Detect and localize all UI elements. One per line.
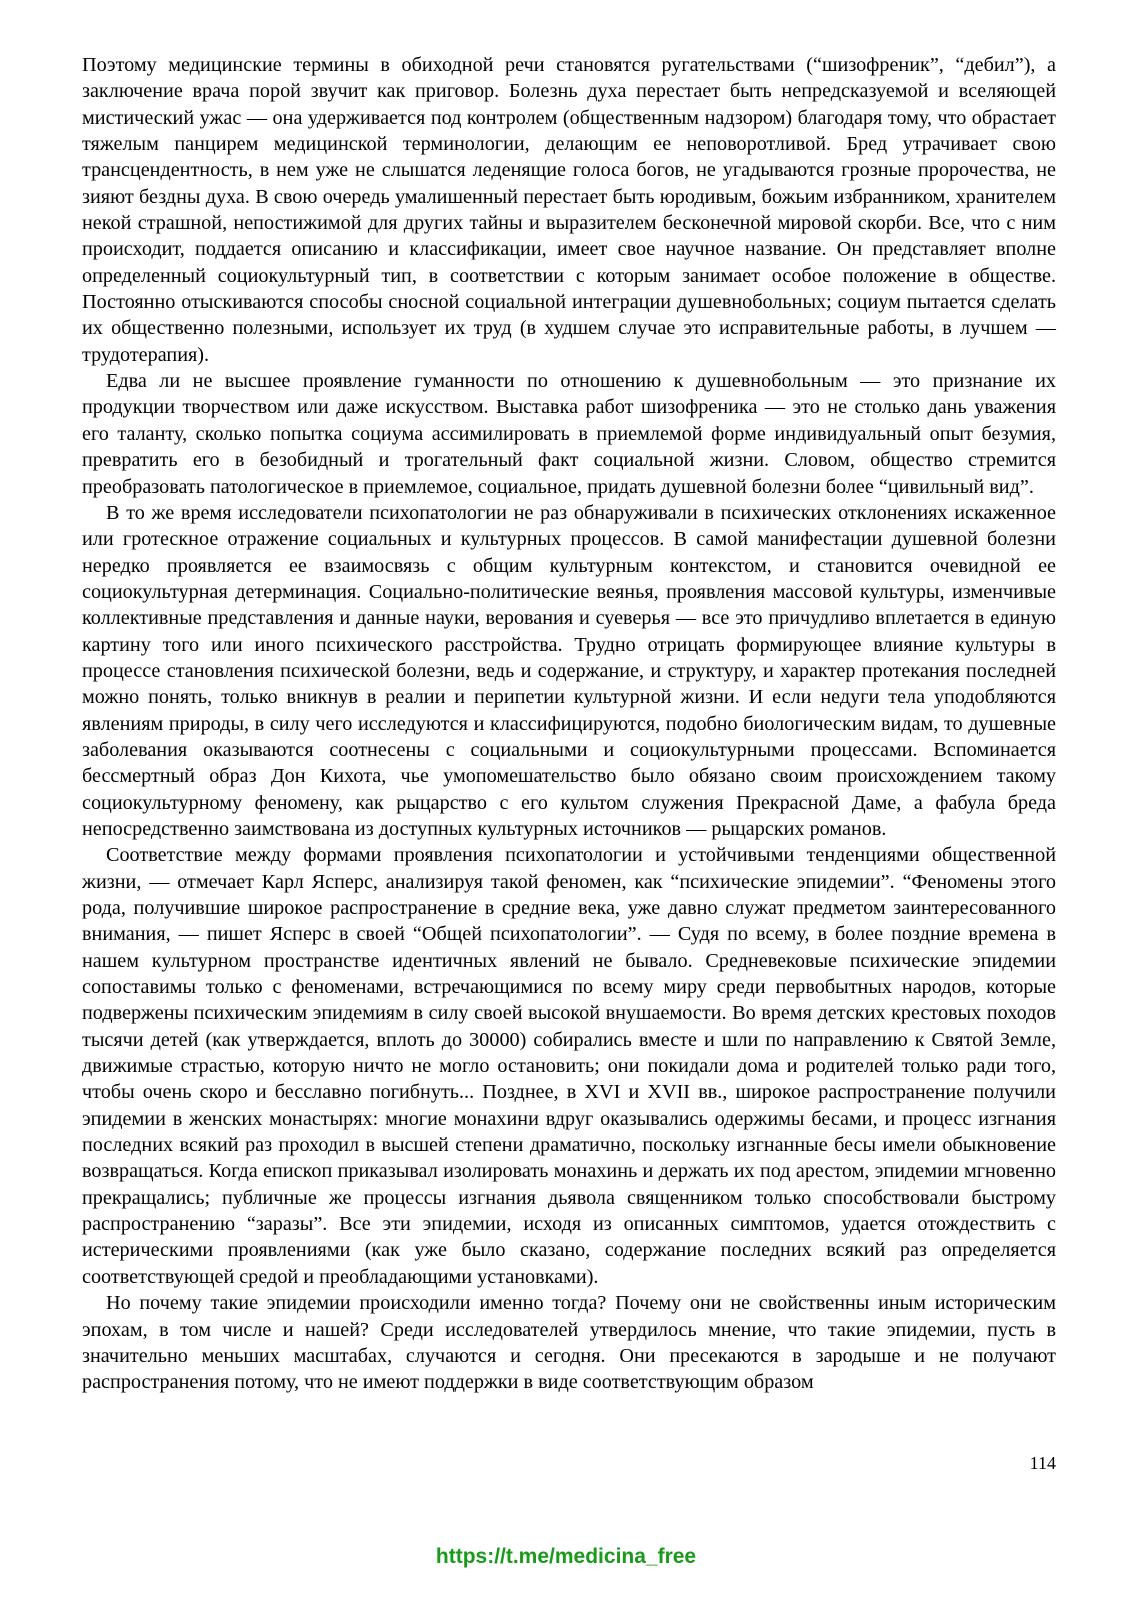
page-number: 114 [1029, 1453, 1056, 1473]
footer-telegram-link[interactable]: https://t.me/medicina_free [435, 1545, 697, 1568]
paragraph-3: В то же время исследователи психопатологии не раз обнаруживали в психических отклонениях искаженное или гротескное отражение социальных и культурных процессов. В самой манифестации душевной болезни нередко проявляется ее взаимосвязь с общим культурным контекстом, и становится очевидной ее социокультурная детерминация. Социально-политические веянья, проявления массовой культуры, изменчивые коллективные представления и данные науки, верования и суеверья — все это причудливо вплетается в единую картину того или иного психического расстройства. Трудно отрицать формирующее влияние культуры в процессе становления психической болезни, ведь и содержание, и структуру, и характер протекания последней можно понять, только вникнув в реалии и перипетии культурной жизни. И если недуги тела уподобляются явлениям природы, в силу чего исследуются и классифицируются, подобно биологическим видам, то душевные заболевания оказываются соотнесены с социальными и социокультурными процессами. Вспоминается бессмертный образ Дон Кихота, чье умопомешательство было обязано своим происхождением такому социокультурному феномену, как рыцарство с его культом служения Прекрасной Даме, а фабула бреда непосредственно заимствована из доступных культурных источников — рыцарских романов. [82, 501, 1056, 840]
body-text [82, 52, 1056, 1396]
paragraph-2: Едва ли не высшее проявление гуманности по отношению к душевнобольным — это признание их продукции творчеством или даже искусством. Выставка работ шизофреника — это не столько дань уважения его таланту, сколько попытка социума ассимилировать в приемлемой форме индивидуальный опыт безумия, превратить его в безобидный и трогательный факт социальной жизни. Словом, общество стремится преобразовать патологическое в приемлемое, социальное, придать душевной болезни более “цивильный вид”. [82, 370, 1056, 498]
document-page [82, 52, 1056, 1552]
paragraph-5: Но почему такие эпидемии происходили именно тогда? Почему они не свойственны иным историческим эпохам, в том числе и нашей? Среди исследователей утвердилось мнение, что такие эпидемии, пусть в значительно меньших масштабах, случаются и сегодня. Они пресекаются в зародыше и не получают распространения потому, что не имеют поддержки в виде соответствующим образом [82, 1292, 1056, 1394]
paragraph-1: Поэтому медицинские термины в обиходной речи становятся ругательствами (“шизофреник”, “дебил”), а заключение врача порой звучит как приговор. Болезнь духа перестает быть непредсказуемой и вселяющей мистический ужас — она удерживается под контролем (общественным надзором) благодаря тому, что обрастает тяжелым панцирем медицинской терминологии, делающим ее неповоротливой. Бред утрачивает свою трансцендентность, в нем уже не слышатся леденящие голоса богов, не угадываются грозные пророчества, не зияют бездны духа. В свою очередь умалишенный перестает быть юродивым, божьим избранником, хранителем некой страшной, непостижимой для других тайны и выразителем бесконечной мировой скорби. Все, что с ним происходит, поддается описанию и классификации, имеет свое научное название. Он представляет вполне определенный социокультурный тип, в соответствии с которым занимает особое положение в обществе. Постоянно отыскиваются способы сносной социальной интеграции душевнобольных; социум пытается сделать их общественно полезными, использует их труд (в худшем случае это исправительные работы, в лучшем — трудотерапия). [82, 54, 1056, 366]
paragraph-4: Соответствие между формами проявления психопатологии и устойчивыми тенденциями общественной жизни, — отмечает Карл Ясперс, анализируя такой феномен, как “психические эпидемии”. “Феномены этого рода, получившие широкое распространение в средние века, уже давно служат предметом заинтересованного внимания, — пишет Ясперс в своей “Общей психопатологии”. — Судя по всему, в более поздние времена в нашем культурном пространстве идентичных явлений не бывало. Средневековые психические эпидемии сопоставимы только с феноменами, встречающимися по всему миру среди первобытных народов, которые подвержены психическим эпидемиям в силу своей высокой внушаемости. Во время детских крестовых походов тысячи детей (как утверждается, вплоть до 30000) собирались вместе и шли по направлению к Святой Земле, движимые страстью, которую ничто не могло остановить; они покидали дома и родителей только ради того, чтобы очень скоро и бесславно погибнуть... Позднее, в XVI и XVII вв., широкое распространение получили эпидемии в женских монастырях: многие монахини вдруг оказывались одержимы бесами, и процесс изгнания последних всякий раз проходил в высшей степени драматично, поскольку изгнанные бесы имели обыкновение возвращаться. Когда епископ приказывал изолировать монахинь и держать их под арестом, эпидемии мгновенно прекращались; публичные же процессы изгнания дьявола священником только способствовали быстрому распространению “заразы”. Все эти эпидемии, исходя из описанных симптомов, удается отождествить с истерическими проявлениями (как уже было сказано, содержание последних всякий раз определяется соответствующей средой и преобладающими установками). [82, 844, 1056, 1288]
